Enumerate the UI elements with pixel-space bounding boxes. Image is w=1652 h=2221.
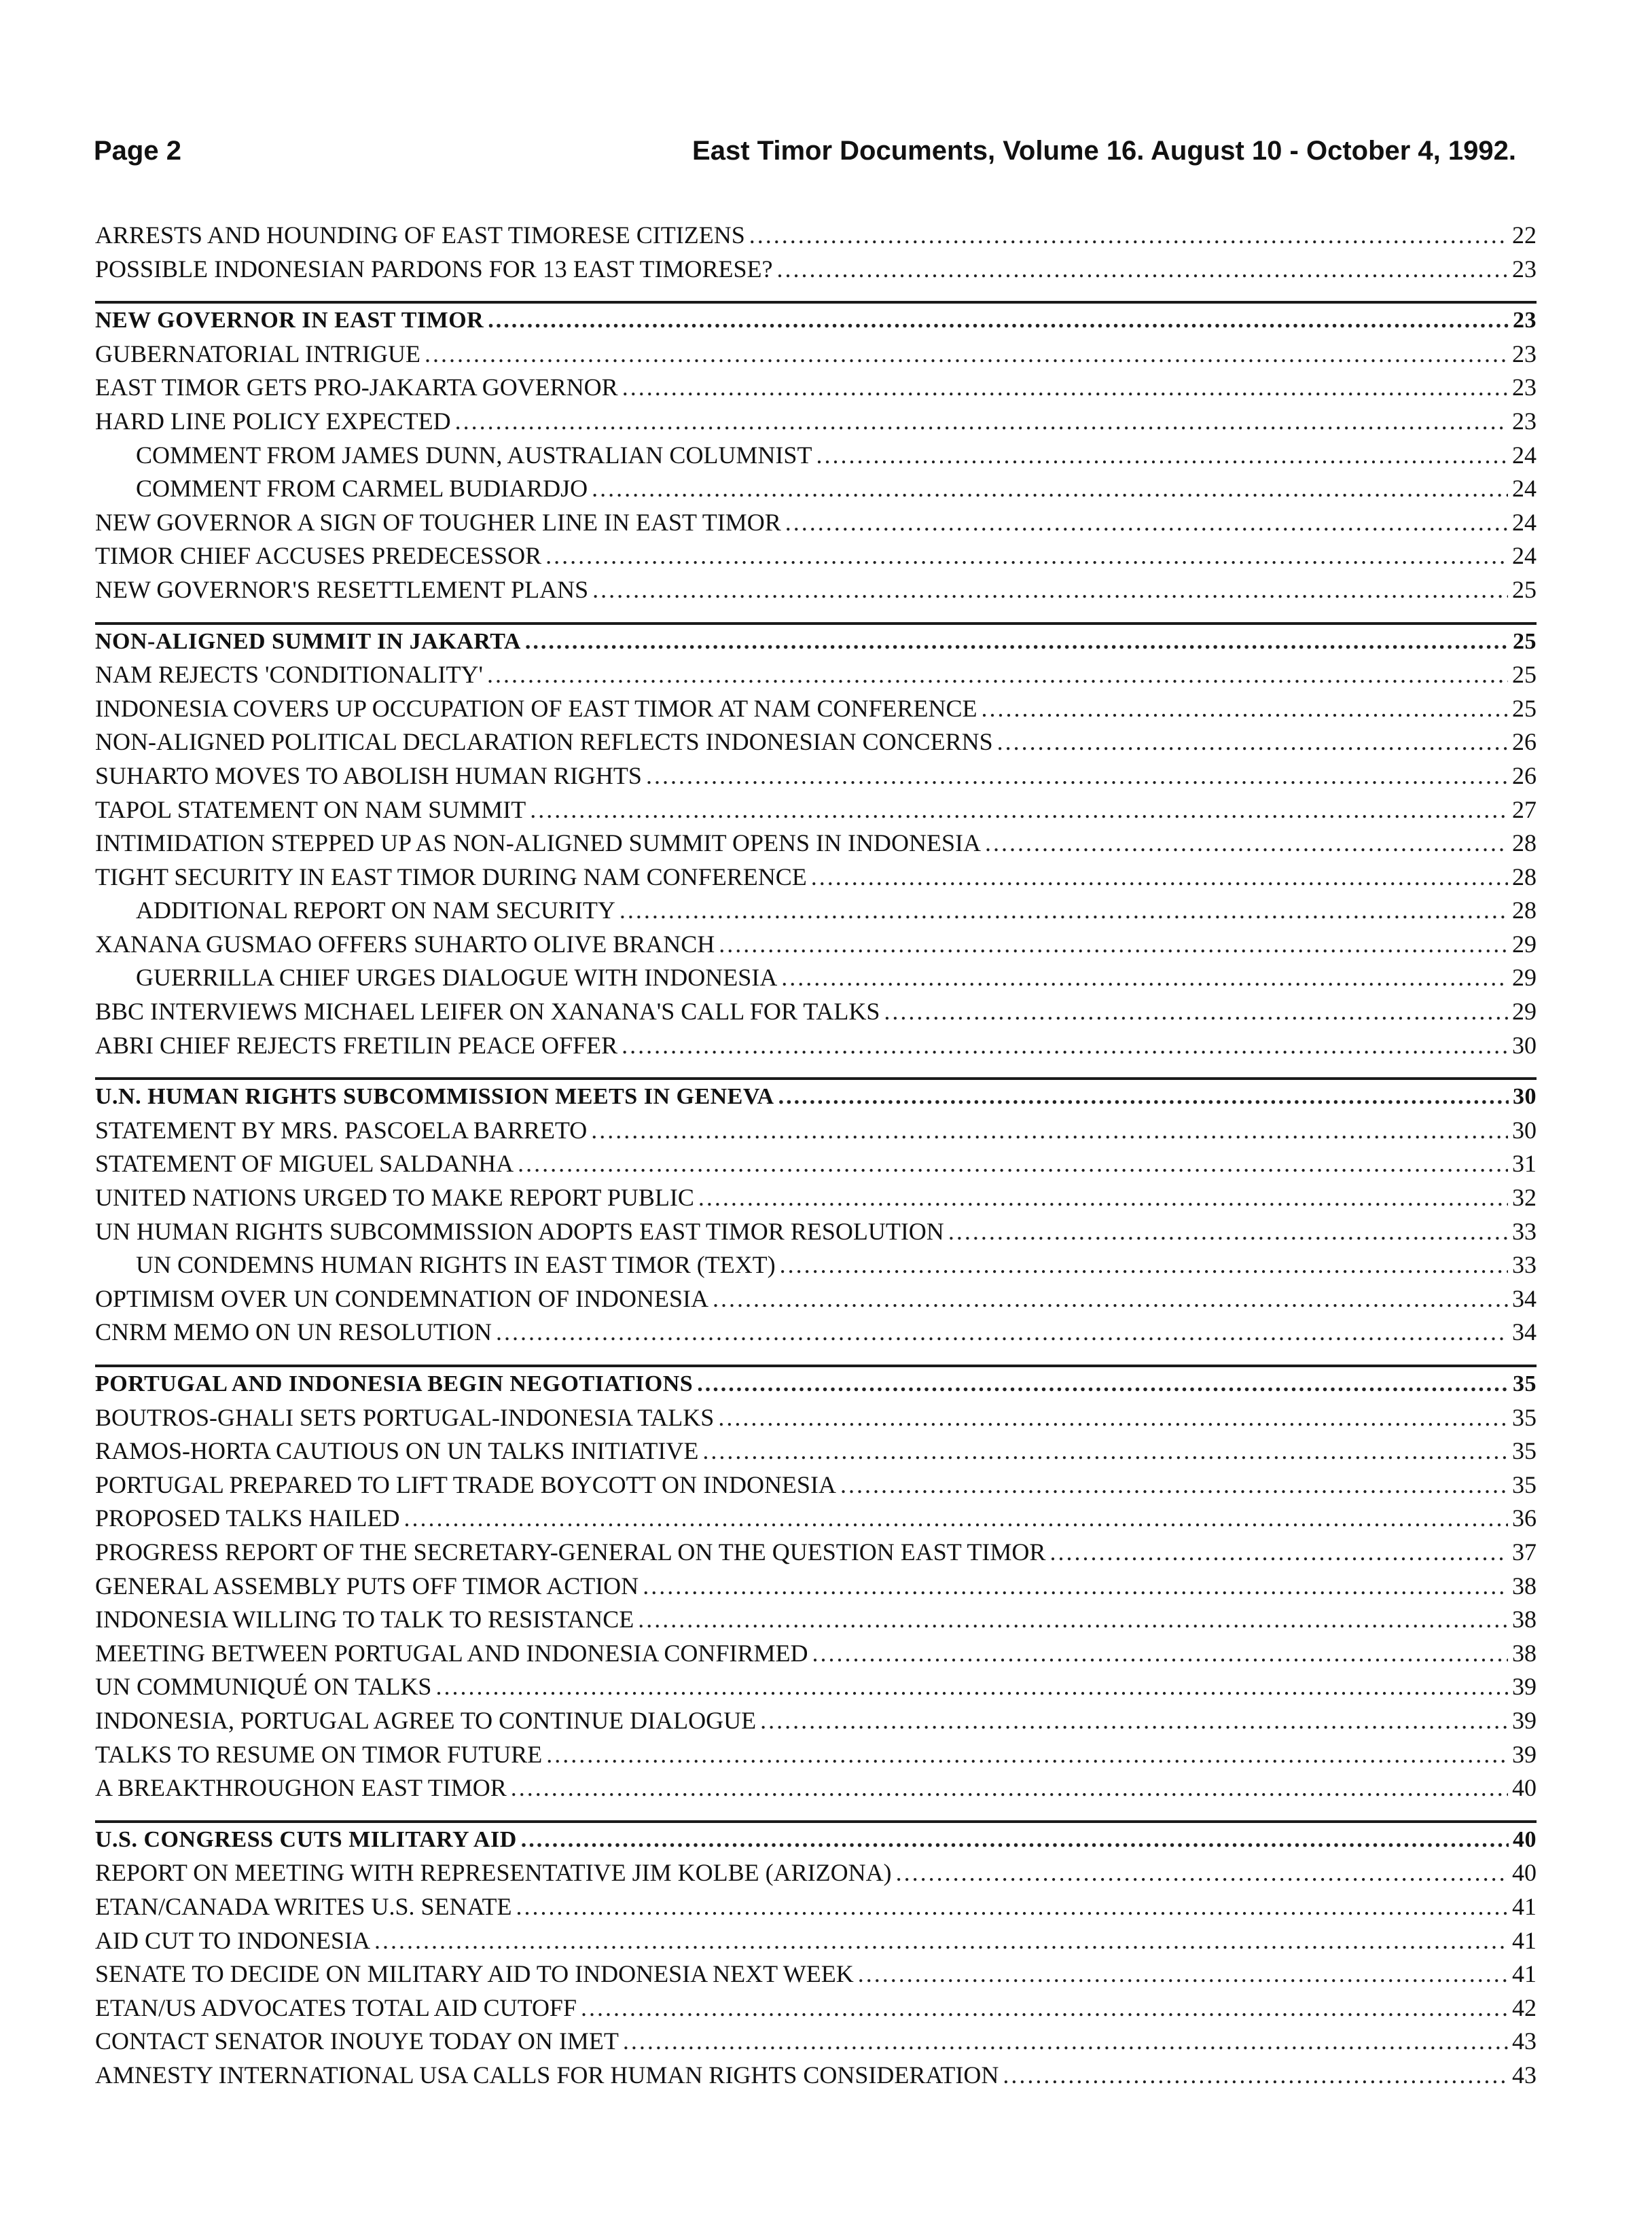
toc-entry-title: ADDITIONAL REPORT ON NAM SECURITY <box>136 897 615 924</box>
dot-leader <box>1049 1536 1508 1570</box>
toc-entry[interactable] <box>95 1637 1537 1671</box>
toc-entry-title: SENATE TO DECIDE ON MILITARY AID TO INDONESIA NEXT WEEK <box>95 1960 854 1988</box>
toc-entry-title: UNITED NATIONS URGED TO MAKE REPORT PUBLIC <box>95 1184 694 1212</box>
dot-leader <box>884 995 1508 1029</box>
toc-entry-title: ABRI CHIEF REJECTS FRETILIN PEACE OFFER <box>95 1031 618 1059</box>
dot-leader <box>530 793 1508 827</box>
toc-entry-title: UN HUMAN RIGHTS SUBCOMMISSION ADOPTS EAST TIMOR RESOLUTION <box>95 1217 944 1245</box>
dot-leader <box>622 1029 1508 1063</box>
toc-entry[interactable] <box>95 793 1537 827</box>
toc-page-number: 38 <box>1512 1606 1537 1633</box>
toc-entry[interactable] <box>95 1114 1537 1148</box>
toc-page-number: 36 <box>1512 1504 1537 1532</box>
toc-entry-title: NON-ALIGNED SUMMIT IN JAKARTA <box>95 628 521 654</box>
dot-leader <box>778 1080 1509 1114</box>
toc-page-number: 28 <box>1512 897 1537 924</box>
toc-page-number: 28 <box>1512 829 1537 857</box>
toc-page-number: 23 <box>1512 374 1537 401</box>
toc-entry-title: COMMENT FROM CARMEL BUDIARDJO <box>136 475 588 503</box>
toc-entry[interactable] <box>95 995 1537 1029</box>
dot-leader <box>812 1637 1508 1671</box>
toc-page-number: 25 <box>1512 575 1537 603</box>
toc-entry[interactable] <box>95 1924 1537 1958</box>
toc-page-number: 30 <box>1513 1084 1537 1110</box>
toc-page-number: 35 <box>1512 1470 1537 1498</box>
toc-entry[interactable] <box>95 1029 1537 1063</box>
toc-entry-title: BBC INTERVIEWS MICHAEL LEIFER ON XANANA'S CALL FOR TALKS <box>95 998 880 1026</box>
toc-entry[interactable] <box>95 1957 1537 1991</box>
toc-page-number: 32 <box>1512 1184 1537 1212</box>
page-number-header: Page 2 <box>94 136 181 166</box>
toc-page-number: 25 <box>1512 694 1537 722</box>
toc-page-number: 24 <box>1512 508 1537 536</box>
toc-entry[interactable] <box>95 472 1537 506</box>
toc-page-number: 30 <box>1512 1116 1537 1144</box>
dot-leader <box>718 1401 1508 1435</box>
toc-entry[interactable] <box>95 894 1537 928</box>
toc-entry-title: AMNESTY INTERNATIONAL USA CALLS FOR HUMAN RIGHTS CONSIDERATION <box>95 2061 999 2089</box>
dot-leader <box>858 1957 1508 1991</box>
toc-entry-title: INDONESIA, PORTUGAL AGREE TO CONTINUE DIALOGUE <box>95 1706 757 1734</box>
dot-leader <box>646 759 1508 793</box>
toc-entry[interactable] <box>95 1401 1537 1435</box>
toc-entry[interactable] <box>95 1536 1537 1570</box>
toc-section-heading[interactable] <box>95 1367 1537 1401</box>
dot-leader <box>702 1434 1508 1468</box>
toc-entry-title: GENERAL ASSEMBLY PUTS OFF TIMOR ACTION <box>95 1572 639 1600</box>
dot-leader <box>719 928 1508 962</box>
toc-page-number: 27 <box>1512 795 1537 823</box>
dot-leader <box>488 304 1509 338</box>
toc-page-number: 26 <box>1512 761 1537 789</box>
dot-leader <box>516 1890 1508 1924</box>
toc-entry-title: UN COMMUNIQUÉ ON TALKS <box>95 1673 432 1701</box>
toc-page-number: 35 <box>1512 1403 1537 1431</box>
toc-page-number: 23 <box>1512 340 1537 367</box>
dot-leader <box>545 539 1508 573</box>
dot-leader <box>896 1856 1508 1890</box>
toc-page-number: 38 <box>1512 1572 1537 1600</box>
toc-page-number: 40 <box>1512 1859 1537 1887</box>
dot-leader <box>592 472 1508 506</box>
toc-page-number: 35 <box>1512 1437 1537 1465</box>
dot-leader <box>425 338 1508 372</box>
dot-leader <box>781 961 1508 995</box>
toc-page-number: 34 <box>1512 1318 1537 1346</box>
toc-entry-title: TIGHT SECURITY IN EAST TIMOR DURING NAM CONFERENCE <box>95 863 807 890</box>
toc-entry-title: EAST TIMOR GETS PRO-JAKARTA GOVERNOR <box>95 374 618 401</box>
dot-leader <box>591 1114 1508 1148</box>
toc-entry[interactable] <box>95 1282 1537 1316</box>
dot-leader <box>997 725 1508 759</box>
toc-page-number: 34 <box>1512 1284 1537 1312</box>
toc-entry[interactable] <box>95 2059 1537 2093</box>
dot-leader <box>811 861 1508 895</box>
toc-page-number: 24 <box>1512 441 1537 469</box>
toc-page-number: 29 <box>1512 964 1537 992</box>
toc-entry-title: REPORT ON MEETING WITH REPRESENTATIVE JIM KOLBE (ARIZONA) <box>95 1859 892 1887</box>
toc-entry-title: A BREAKTHROUGHON EAST TIMOR <box>95 1774 507 1802</box>
dot-leader <box>698 1181 1508 1215</box>
toc-page-number: 41 <box>1512 1960 1537 1988</box>
toc-entry-title: PROGRESS REPORT OF THE SECRETARY-GENERAL ON THE QUESTION EAST TIMOR <box>95 1538 1046 1566</box>
toc-entry-title: RAMOS-HORTA CAUTIOUS ON UN TALKS INITIATIVE <box>95 1437 699 1465</box>
dot-leader <box>622 371 1508 405</box>
toc-entry-title: NEW GOVERNOR IN EAST TIMOR <box>95 308 484 333</box>
toc-entry-title: GUERRILLA CHIEF URGES DIALOGUE WITH INDONESIA <box>136 964 778 992</box>
toc-section-heading[interactable] <box>95 1823 1537 1857</box>
dot-leader <box>697 1367 1509 1401</box>
toc-entry-title: GUBERNATORIAL INTRIGUE <box>95 340 420 367</box>
toc-entry[interactable] <box>95 759 1537 793</box>
toc-page-number: 31 <box>1512 1150 1537 1178</box>
toc-entry[interactable] <box>95 827 1537 861</box>
toc-entry[interactable] <box>95 506 1537 540</box>
toc-section-heading[interactable] <box>95 1080 1537 1114</box>
dot-leader <box>749 219 1508 253</box>
dot-leader <box>1003 2059 1508 2093</box>
toc-page-number: 23 <box>1512 255 1537 283</box>
toc-page-number: 29 <box>1512 998 1537 1026</box>
toc-entry[interactable] <box>95 692 1537 726</box>
toc-entry-title: MEETING BETWEEN PORTUGAL AND INDONESIA CONFIRMED <box>95 1639 808 1667</box>
dot-leader <box>760 1704 1508 1738</box>
toc-entry[interactable] <box>95 1670 1537 1704</box>
toc-page-number: 39 <box>1512 1740 1537 1768</box>
dot-leader <box>487 658 1508 692</box>
toc-entry[interactable] <box>95 928 1537 962</box>
toc-entry[interactable] <box>95 1704 1537 1738</box>
toc-page-number: 43 <box>1512 2027 1537 2055</box>
toc-entry[interactable] <box>95 1570 1537 1604</box>
dot-leader <box>546 1738 1508 1772</box>
toc-page-number: 39 <box>1512 1706 1537 1734</box>
toc-entry-title: PROPOSED TALKS HAILED <box>95 1504 400 1532</box>
toc-entry-title: SUHARTO MOVES TO ABOLISH HUMAN RIGHTS <box>95 761 642 789</box>
toc-entry[interactable] <box>95 961 1537 995</box>
dot-leader <box>521 1823 1509 1857</box>
toc-section-heading[interactable] <box>95 304 1537 338</box>
toc-entry[interactable] <box>95 725 1537 759</box>
dot-leader <box>780 1248 1508 1282</box>
dot-leader <box>435 1670 1508 1704</box>
toc-entry-title: HARD LINE POLICY EXPECTED <box>95 407 451 435</box>
toc-entry[interactable] <box>95 1434 1537 1468</box>
toc-entry[interactable] <box>95 539 1537 573</box>
toc-entry[interactable] <box>95 1890 1537 1924</box>
toc-page-number: 37 <box>1512 1538 1537 1566</box>
toc-page-number: 38 <box>1512 1639 1537 1667</box>
toc-page-number: 23 <box>1513 308 1537 333</box>
toc-page-number: 41 <box>1512 1926 1537 1954</box>
dot-leader <box>592 573 1508 607</box>
dot-leader <box>455 405 1508 439</box>
toc-entry-title: PORTUGAL AND INDONESIA BEGIN NEGOTIATIONS <box>95 1371 694 1396</box>
toc-entry-title: NEW GOVERNOR A SIGN OF TOUGHER LINE IN EAST TIMOR <box>95 508 781 536</box>
toc-page-number: 42 <box>1512 1993 1537 2021</box>
dot-leader <box>638 1603 1508 1637</box>
running-title-header: East Timor Documents, Volume 16. August 10 - October 4, 1992. <box>692 136 1516 166</box>
toc-entry-title: UN CONDEMNS HUMAN RIGHTS IN EAST TIMOR (TEXT) <box>136 1251 776 1279</box>
toc-entry-title: TIMOR CHIEF ACCUSES PREDECESSOR <box>95 542 542 570</box>
toc-entry[interactable] <box>95 1147 1537 1181</box>
toc-page-number: 28 <box>1512 863 1537 890</box>
dot-leader <box>404 1502 1509 1536</box>
dot-leader <box>643 1570 1508 1604</box>
toc-entry-title: U.N. HUMAN RIGHTS SUBCOMMISSION MEETS IN GENEVA <box>95 1084 774 1110</box>
toc-entry-title: ARRESTS AND HOUNDING OF EAST TIMORESE CITIZENS <box>95 221 745 249</box>
toc-entry-title: BOUTROS-GHALI SETS PORTUGAL-INDONESIA TALKS <box>95 1403 715 1431</box>
toc-entry[interactable] <box>95 1771 1537 1805</box>
toc-entry[interactable] <box>95 253 1537 287</box>
dot-leader <box>948 1215 1508 1249</box>
dot-leader <box>785 506 1508 540</box>
toc-entry[interactable] <box>95 1603 1537 1637</box>
toc-page-number: 24 <box>1512 475 1537 503</box>
toc-entry[interactable] <box>95 338 1537 372</box>
toc-entry[interactable] <box>95 573 1537 607</box>
dot-leader <box>525 625 1509 659</box>
toc-entry-title: ETAN/CANADA WRITES U.S. SENATE <box>95 1892 512 1920</box>
toc-entry-title: INTIMIDATION STEPPED UP AS NON-ALIGNED SUMMIT OPENS IN INDONESIA <box>95 829 981 857</box>
toc-entry-title: U.S. CONGRESS CUTS MILITARY AID <box>95 1826 517 1852</box>
toc-entry-title: CNRM MEMO ON UN RESOLUTION <box>95 1318 492 1346</box>
toc-entry[interactable] <box>95 1502 1537 1536</box>
toc-entry-title: STATEMENT OF MIGUEL SALDANHA <box>95 1150 514 1178</box>
dot-leader <box>840 1468 1508 1502</box>
toc-entry-title: INDONESIA COVERS UP OCCUPATION OF EAST TIMOR AT NAM CONFERENCE <box>95 694 977 722</box>
toc-entry[interactable] <box>95 1856 1537 1890</box>
toc-entry-title: PORTUGAL PREPARED TO LIFT TRADE BOYCOTT ON INDONESIA <box>95 1470 836 1498</box>
dot-leader <box>623 2025 1508 2059</box>
toc-entry-title: NON-ALIGNED POLITICAL DECLARATION REFLECTS INDONESIAN CONCERNS <box>95 728 993 756</box>
toc-page-number: 33 <box>1512 1217 1537 1245</box>
toc-entry[interactable] <box>95 405 1537 439</box>
toc-entry-title: XANANA GUSMAO OFFERS SUHARTO OLIVE BRANCH <box>95 930 715 958</box>
dot-leader <box>776 253 1508 287</box>
dot-leader <box>982 692 1508 726</box>
dot-leader <box>816 439 1508 473</box>
toc-page-number: 43 <box>1512 2061 1537 2089</box>
toc-page-number: 30 <box>1512 1031 1537 1059</box>
toc-entry-title: TALKS TO RESUME ON TIMOR FUTURE <box>95 1740 543 1768</box>
dot-leader <box>496 1316 1508 1350</box>
table-of-contents <box>95 219 1537 2092</box>
toc-entry[interactable] <box>95 861 1537 895</box>
dot-leader <box>985 827 1508 861</box>
toc-entry-title: NEW GOVERNOR'S RESETTLEMENT PLANS <box>95 575 589 603</box>
toc-entry-title: AID CUT TO INDONESIA <box>95 1926 370 1954</box>
toc-entry[interactable] <box>95 1181 1537 1215</box>
toc-entry-title: CONTACT SENATOR INOUYE TODAY ON IMET <box>95 2027 619 2055</box>
toc-entry-title: STATEMENT BY MRS. PASCOELA BARRETO <box>95 1116 588 1144</box>
dot-leader <box>518 1147 1508 1181</box>
dot-leader <box>713 1282 1508 1316</box>
toc-entry[interactable] <box>95 1215 1537 1249</box>
toc-entry-title: ETAN/US ADVOCATES TOTAL AID CUTOFF <box>95 1993 577 2021</box>
dot-leader <box>511 1771 1508 1805</box>
toc-page-number: 41 <box>1512 1892 1537 1920</box>
toc-entry[interactable] <box>95 1991 1537 2025</box>
toc-entry-title: OPTIMISM OVER UN CONDEMNATION OF INDONESIA <box>95 1284 709 1312</box>
dot-leader <box>620 894 1508 928</box>
toc-page-number: 29 <box>1512 930 1537 958</box>
toc-page-number: 24 <box>1512 542 1537 570</box>
toc-entry[interactable] <box>95 1316 1537 1350</box>
toc-entry[interactable] <box>95 1468 1537 1502</box>
toc-page-number: 26 <box>1512 728 1537 756</box>
toc-entry[interactable] <box>95 439 1537 473</box>
toc-page-number: 35 <box>1513 1371 1537 1396</box>
toc-entry[interactable] <box>95 1248 1537 1282</box>
toc-entry-title: TAPOL STATEMENT ON NAM SUMMIT <box>95 795 526 823</box>
toc-page-number: 40 <box>1513 1826 1537 1852</box>
toc-entry-title: INDONESIA WILLING TO TALK TO RESISTANCE <box>95 1606 634 1633</box>
dot-leader <box>581 1991 1508 2025</box>
toc-entry-title: COMMENT FROM JAMES DUNN, AUSTRALIAN COLUMNIST <box>136 441 812 469</box>
toc-page-number: 40 <box>1512 1774 1537 1802</box>
toc-page-number: 25 <box>1512 661 1537 689</box>
toc-page-number: 25 <box>1513 628 1537 654</box>
toc-page-number: 39 <box>1512 1673 1537 1701</box>
toc-entry[interactable] <box>95 2025 1537 2059</box>
toc-entry[interactable] <box>95 219 1537 253</box>
toc-entry-title: NAM REJECTS 'CONDITIONALITY' <box>95 661 483 689</box>
toc-entry[interactable] <box>95 1738 1537 1772</box>
toc-entry[interactable] <box>95 658 1537 692</box>
toc-entry[interactable] <box>95 371 1537 405</box>
toc-page-number: 22 <box>1512 221 1537 249</box>
dot-leader <box>374 1924 1508 1958</box>
toc-page-number: 23 <box>1512 407 1537 435</box>
toc-page-number: 33 <box>1512 1251 1537 1279</box>
toc-entry-title: POSSIBLE INDONESIAN PARDONS FOR 13 EAST TIMORESE? <box>95 255 773 283</box>
toc-section-heading[interactable] <box>95 625 1537 659</box>
